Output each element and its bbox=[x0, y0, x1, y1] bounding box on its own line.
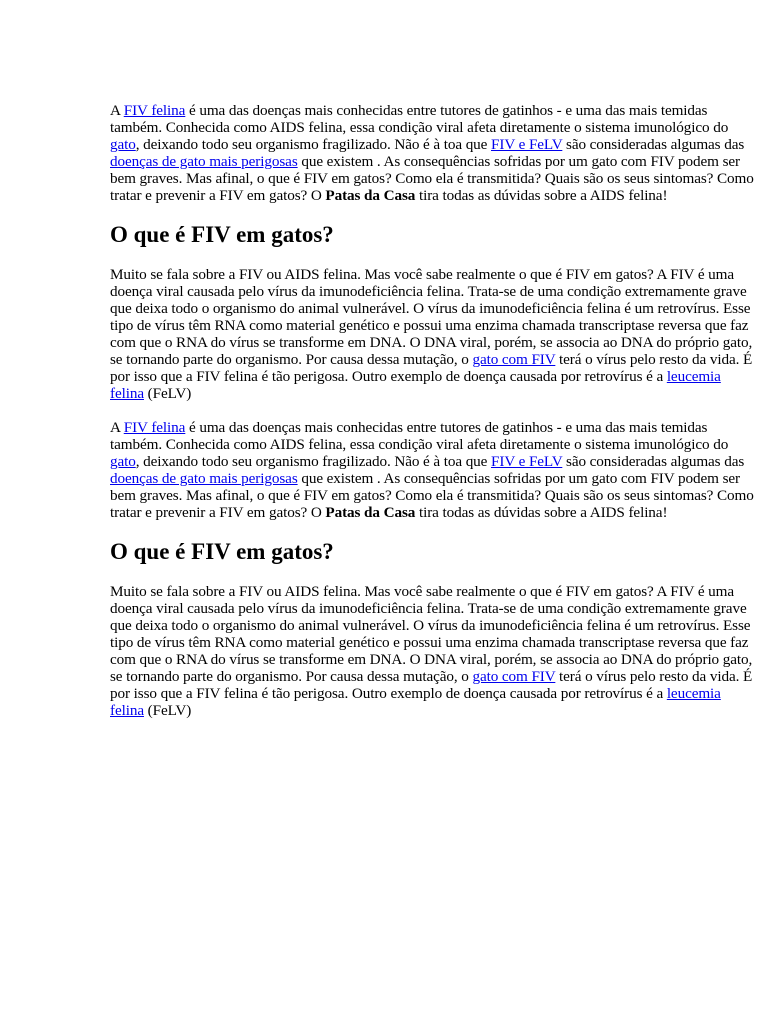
brand-name: Patas da Casa bbox=[325, 187, 416, 204]
text-run: são consideradas algumas das bbox=[562, 453, 745, 470]
link-gato[interactable]: gato bbox=[110, 453, 136, 470]
link-fiv-e-felv[interactable]: FIV e FeLV bbox=[491, 453, 563, 470]
text-run: (FeLV) bbox=[143, 385, 192, 402]
text-run: tira todas as dúvidas sobre a AIDS felina! bbox=[415, 504, 668, 521]
section-heading: O que é FIV em gatos? bbox=[110, 222, 334, 247]
link-doencas-de-gato[interactable]: doenças de gato mais perigosas bbox=[110, 470, 298, 487]
text-run: são consideradas algumas das bbox=[562, 136, 745, 153]
text-run: Muito se fala sobre a FIV ou AIDS felina. Mas você sabe realmente o que é FIV em gatos? A FIV é uma doença viral causada pelo vírus da imunodeficiência felina. Trata-se de uma condição extremamente grave que deixa todo o organismo do animal vulnerável. O vírus da imunodeficiência felina é um retrovírus. Esse tipo de vírus têm RNA como material genético e possui uma enzima chamada transcriptase reversa que faz com que o RNA do vírus se transforme em DNA. O DNA viral, porém, se associa ao DNA do próprio gato, se tornando parte do organismo. Por causa dessa mutação, o bbox=[110, 583, 753, 685]
body-paragraph bbox=[110, 583, 755, 719]
link-doencas-de-gato[interactable]: doenças de gato mais perigosas bbox=[110, 153, 298, 170]
link-leucemia-felina[interactable]: leucemia felina bbox=[110, 685, 721, 719]
link-fiv-e-felv[interactable]: FIV e FeLV bbox=[491, 136, 563, 153]
text-run: que existem . As consequências sofridas por um gato com FIV podem ser bem graves. Mas afinal, o que é FIV em gatos? Como ela é transmitida? Quais são os seus sintomas? Como tratar e prevenir a FIV em gatos? O bbox=[110, 153, 754, 204]
section-heading: O que é FIV em gatos? bbox=[110, 539, 334, 564]
text-run: A bbox=[110, 102, 124, 119]
link-gato[interactable]: gato bbox=[110, 136, 136, 153]
body-paragraph bbox=[110, 266, 755, 402]
text-run: tira todas as dúvidas sobre a AIDS felina! bbox=[415, 187, 668, 204]
link-fiv-felina[interactable]: FIV felina bbox=[123, 102, 186, 119]
text-run: A bbox=[110, 419, 124, 436]
text-run: terá o vírus pelo resto da vida. É por isso que a FIV felina é tão perigosa. Outro exemplo de doença causada por retrovírus é a bbox=[110, 351, 753, 385]
intro-paragraph bbox=[110, 419, 755, 521]
text-run: que existem . As consequências sofridas por um gato com FIV podem ser bem graves. Mas afinal, o que é FIV em gatos? Como ela é transmitida? Quais são os seus sintomas? Como tratar e prevenir a FIV em gatos? O bbox=[110, 470, 754, 521]
brand-name: Patas da Casa bbox=[325, 504, 416, 521]
link-fiv-felina[interactable]: FIV felina bbox=[123, 419, 186, 436]
text-run: (FeLV) bbox=[143, 702, 192, 719]
link-gato-com-fiv[interactable]: gato com FIV bbox=[472, 351, 556, 368]
text-run: terá o vírus pelo resto da vida. É por isso que a FIV felina é tão perigosa. Outro exemplo de doença causada por retrovírus é a bbox=[110, 668, 753, 702]
text-run: Muito se fala sobre a FIV ou AIDS felina. Mas você sabe realmente o que é FIV em gatos? A FIV é uma doença viral causada pelo vírus da imunodeficiência felina. Trata-se de uma condição extremamente grave que deixa todo o organismo do animal vulnerável. O vírus da imunodeficiência felina é um retrovírus. Esse tipo de vírus têm RNA como material genético e possui uma enzima chamada transcriptase reversa que faz com que o RNA do vírus se transforme em DNA. O DNA viral, porém, se associa ao DNA do próprio gato, se tornando parte do organismo. Por causa dessa mutação, o bbox=[110, 266, 753, 368]
intro-paragraph bbox=[110, 102, 755, 204]
link-leucemia-felina[interactable]: leucemia felina bbox=[110, 368, 721, 402]
link-gato-com-fiv[interactable]: gato com FIV bbox=[472, 668, 556, 685]
text-run: é uma das doenças mais conhecidas entre tutores de gatinhos - e uma das mais temidas também. Conhecida como AIDS felina, essa condição viral afeta diretamente o sistema imunológico do bbox=[110, 102, 729, 136]
document-page bbox=[110, 102, 755, 736]
text-run: , deixando todo seu organismo fragilizado. Não é à toa que bbox=[135, 453, 492, 470]
text-run: é uma das doenças mais conhecidas entre tutores de gatinhos - e uma das mais temidas também. Conhecida como AIDS felina, essa condição viral afeta diretamente o sistema imunológico do bbox=[110, 419, 729, 453]
text-run: , deixando todo seu organismo fragilizado. Não é à toa que bbox=[135, 136, 492, 153]
